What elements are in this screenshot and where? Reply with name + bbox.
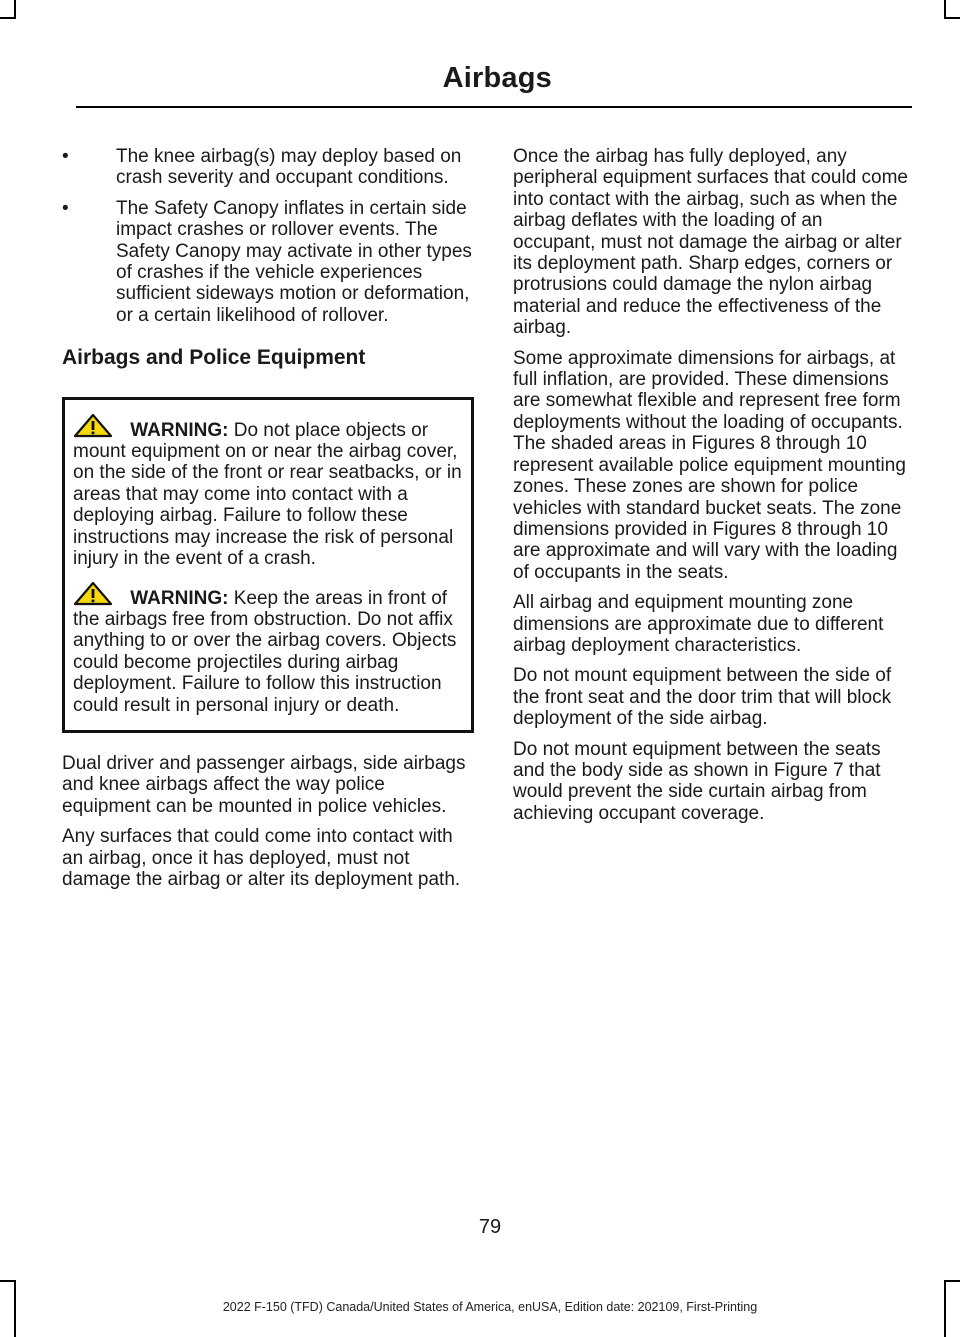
warning-notice — [73, 414, 463, 570]
bullet-marker: • — [62, 146, 69, 167]
body-paragraph: Any surfaces that could come into contact with an airbag, once it has deployed, must not damage the airbag or alter its deployment path. — [62, 826, 461, 890]
body-paragraph: Do not mount equipment between the seats and the body side as shown in Figure 7 that would prevent the side curtain airbag from achieving occupant coverage. — [513, 738, 881, 824]
body-paragraph: All airbag and equipment mounting zone dimensions are approximate due to different airbag deployment characteristics. — [513, 592, 884, 656]
bullet-marker: • — [62, 197, 69, 219]
page-header-title: Airbags — [442, 62, 552, 94]
header-divider — [76, 106, 912, 108]
crop-mark — [0, 1280, 16, 1282]
page-footer: 2022 F-150 (TFD) Canada/United States of America, enUSA, Edition date: 202109, First-Printing — [222, 1300, 758, 1314]
list-item — [62, 146, 474, 189]
list-item-text: The Safety Canopy inflates in certain side impact crashes or rollover events. The Safety Canopy may activate in other types of crashes if the vehicle experiences sufficient sideways motion or deformation, or a certain likelihood of rollover. — [116, 197, 472, 326]
page-number: 79 — [478, 1216, 502, 1238]
warning-text: Keep the areas in front of the airbags free from obstruction. Do not affix anything to or over the airbag covers. Objects could become projectiles during airbag deployment. Failure to follow this instruction could result in personal injury or death. — [73, 587, 457, 716]
list-item — [62, 198, 474, 326]
warning-notice — [73, 582, 463, 716]
crop-mark — [944, 1280, 960, 1282]
crop-mark — [0, 17, 16, 19]
warning-triangle-icon — [73, 414, 125, 436]
list-item-text: The knee airbag(s) may deploy based on crash severity and occupant conditions. — [116, 146, 462, 189]
body-paragraph: Once the airbag has fully deployed, any peripheral equipment surfaces that could come into contact with the airbag, such as when the airbag deflates with the loading of an occupant, must not damage the airbag or alter its deployment path. Sharp edges, corners or protrusions could damage the nylon airbag material and reduce the effectiveness of the airbag. — [513, 146, 909, 339]
crop-mark — [14, 0, 16, 17]
warning-box — [62, 397, 474, 733]
body-paragraph: Dual driver and passenger airbags, side airbags and knee airbags affect the way police equipment can be mounted in police vehicles. — [62, 752, 466, 817]
crop-mark — [944, 0, 946, 17]
section-heading: Airbags and Police Equipment — [62, 346, 366, 370]
right-column — [513, 146, 909, 833]
body-paragraph: Do not mount equipment between the side of the front seat and the door trim that will block deployment of the side airbag. — [513, 665, 892, 730]
warning-text: Do not place objects or mount equipment on or near the airbag cover, on the side of the front or rear seatbacks, or in areas that may come into contact with a deploying airbag. Failure to follow these instructions may increase the risk of personal injury in the event of a crash. — [73, 419, 462, 570]
left-column — [62, 146, 474, 899]
crop-mark — [944, 17, 960, 19]
warning-label: WARNING: — [130, 419, 229, 441]
body-paragraph: Some approximate dimensions for airbags, at full inflation, are provided. These dimensions are somewhat flexible and represent free form deployments without the loading of occupants. The shaded areas in Figures 8 through 10 represent available police equipment mounting zones. These zones are shown for police vehicles with standard bucket seats. The zone dimensions provided in Figures 8 through 10 are approximate and will vary with the loading of occupants in the seats. — [513, 347, 906, 583]
warning-label: WARNING: — [130, 587, 229, 609]
warning-triangle-icon — [73, 582, 125, 604]
